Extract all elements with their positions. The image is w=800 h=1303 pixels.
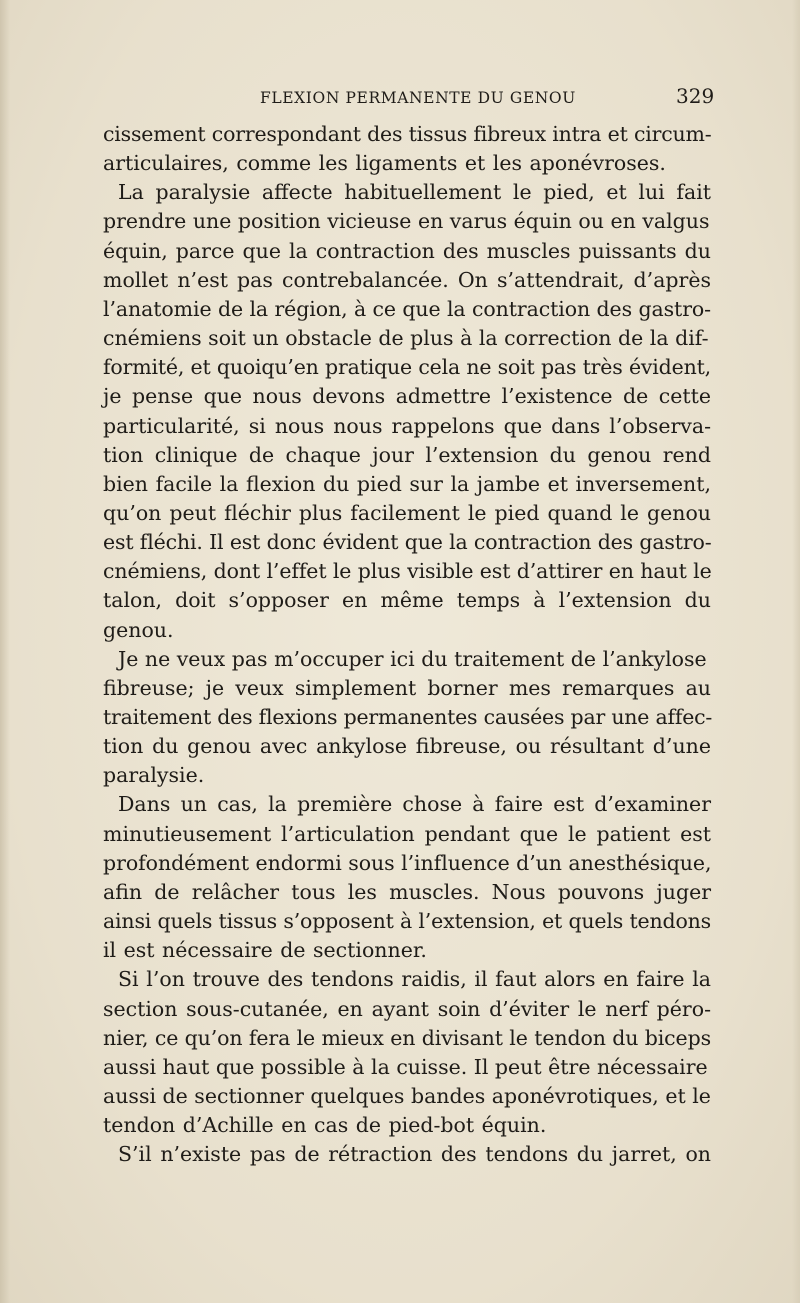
text-line: nier, ce qu’on fera le mieux en divisant le tendon du biceps: [103, 1025, 711, 1050]
text-line: est fléchi. Il est donc évident que la contraction des gastro-: [103, 530, 712, 555]
page-edge-shadow-right: [792, 0, 800, 1303]
text-line: qu’on peut fléchir plus facilement le pied quand le genou: [103, 500, 711, 525]
text-line: je pense que nous devons admettre l’existence de cette: [103, 384, 711, 409]
text-line: articulaires, comme les ligaments et les aponévroses.: [103, 151, 666, 176]
text-line: aussi de sectionner quelques bandes aponévrotiques, et le: [103, 1083, 711, 1108]
text-line: l’anatomie de la région, à ce que la contraction des gastro-: [103, 296, 711, 321]
text-line: Si l’on trouve des tendons raidis, il faut alors en faire la: [118, 967, 711, 992]
text-line: genou.: [103, 617, 174, 642]
text-line: tion du genou avec ankylose fibreuse, ou résultant d’une: [103, 734, 711, 759]
page-edge-shadow-left: [0, 0, 10, 1303]
text-line: profondément endormi sous l’influence d’un anesthésique,: [103, 850, 712, 875]
text-line: équin, parce que la contraction des muscles puissants du: [103, 238, 711, 263]
text-line: minutieusement l’articulation pendant que le patient est: [103, 821, 711, 846]
text-line: traitement des flexions permanentes causées par une affec-: [103, 705, 713, 729]
text-line: fibreuse; je veux simplement borner mes remarques au: [103, 675, 711, 700]
text-line: il est nécessaire de sectionner.: [103, 938, 427, 963]
text-line: formité, et quoiqu’en pratique cela ne soit pas très évident,: [103, 355, 712, 380]
text-line: Dans un cas, la première chose à faire est d’examiner: [118, 792, 711, 817]
text-line: tendon d’Achille en cas de pied-bot équin.: [103, 1113, 547, 1138]
text-line: talon, doit s’opposer en même temps à l’extension du: [103, 588, 711, 613]
text-line: particularité, si nous nous rappelons que dans l’observa-: [103, 413, 711, 438]
text-line: aussi haut que possible à la cuisse. Il peut être nécessaire: [103, 1054, 708, 1079]
text-line: La paralysie affecte habituellement le pied, et lui fait: [118, 180, 711, 205]
page-number: 329: [676, 84, 715, 108]
text-line: Je ne veux pas m’occuper ici du traitement de l’ankylose: [118, 646, 707, 671]
text-line: afin de relâcher tous les muscles. Nous pouvons juger: [103, 879, 711, 904]
text-line: bien facile la flexion du pied sur la jambe et inversement,: [103, 471, 711, 496]
text-line: section sous-cutanée, en ayant soin d’éviter le nerf péro-: [103, 996, 711, 1021]
text-line: mollet n’est pas contrebalancée. On s’attendrait, d’après: [103, 267, 711, 292]
text-line: S’il n’existe pas de rétraction des tendons du jarret, on: [118, 1142, 711, 1167]
running-title: FLEXION PERMANENTE DU GENOU: [260, 89, 576, 107]
text-line: cnémiens soit un obstacle de plus à la correction de la dif-: [103, 326, 709, 351]
text-line: prendre une position vicieuse en varus équin ou en valgus: [103, 209, 710, 234]
text-line: tion clinique de chaque jour l’extension du genou rend: [103, 442, 711, 467]
text-line: cnémiens, dont l’effet le plus visible est d’attirer en haut le: [103, 559, 712, 584]
text-line: paralysie.: [103, 763, 205, 788]
text-line: cissement correspondant des tissus fibreux intra et circum-: [103, 122, 712, 146]
text-line: ainsi quels tissus s’opposent à l’extension, et quels tendons: [103, 909, 711, 934]
